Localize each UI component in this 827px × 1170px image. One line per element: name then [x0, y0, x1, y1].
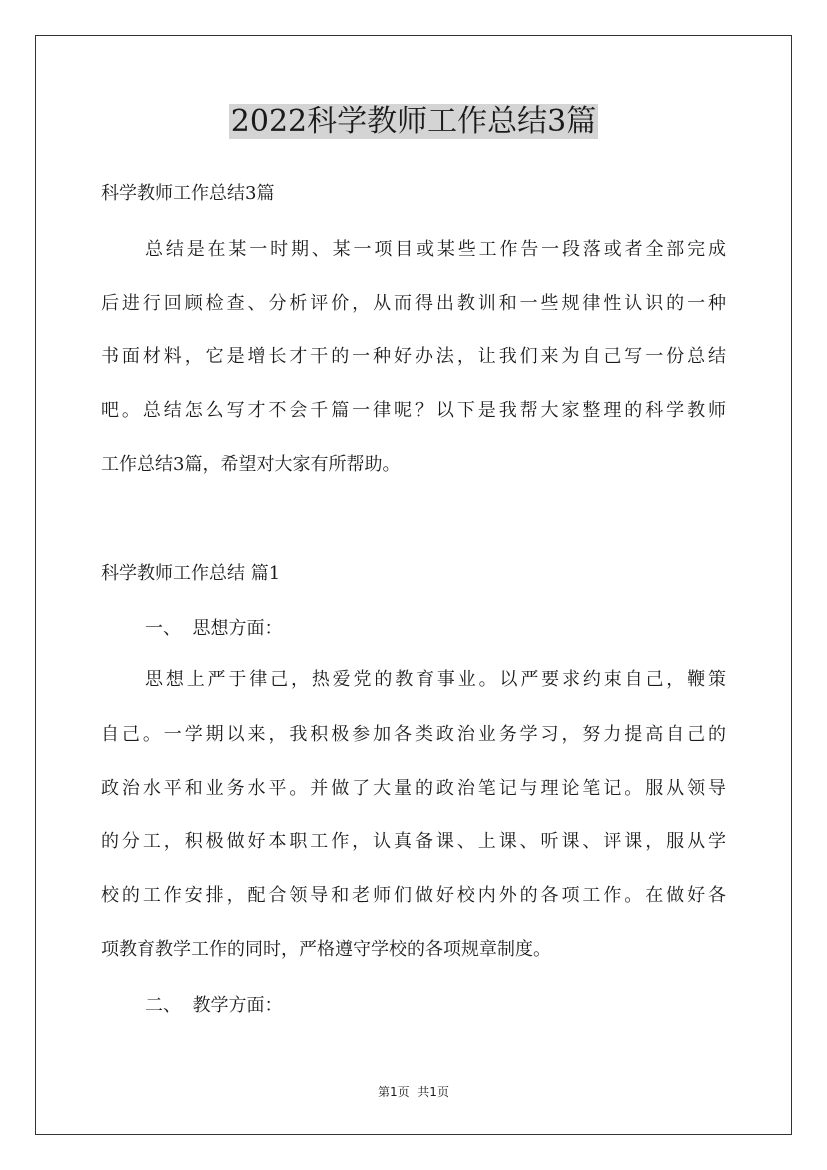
intro-line-3: 书面材料，它是增长才干的一种好办法，让我们来为自己写一份总结 [101, 346, 726, 367]
document-title-text: 2022科学教师工作总结3篇 [230, 104, 597, 139]
sub1-line-1: 思想上严于律己，热爱党的教育事业。以严要求约束自己，鞭策 [145, 669, 726, 690]
intro-line-4: 吧。总结怎么写才不会千篇一律呢？以下是我帮大家整理的科学教师 [101, 400, 726, 421]
page-number-footer: 第1页 共1页 [378, 1085, 449, 1099]
intro-line-2: 后进行回顾检查、分析评价，从而得出教训和一些规律性认识的一种 [101, 293, 726, 314]
document-title [0, 100, 827, 144]
sub1-line-5: 校的工作安排，配合领导和老师们做好校内外的各项工作。在做好各 [101, 885, 726, 906]
sub1-line-4: 的分工，积极做好本职工作，认真备课、上课、听课、评课，服从学 [101, 831, 726, 852]
sub1-heading: 一、 思想方面： [145, 618, 283, 639]
intro-line-1: 总结是在某一时期、某一项目或某些工作告一段落或者全部完成 [145, 239, 726, 260]
sub1-line-3: 政治水平和业务水平。并做了大量的政治笔记与理论笔记。服从领导 [101, 778, 726, 799]
intro-line-5: 工作总结3篇，希望对大家有所帮助。 [101, 454, 401, 475]
sub1-line-2: 自己。一学期以来，我积极参加各类政治业务学习，努力提高自己的 [101, 724, 726, 745]
sub2-heading: 二、 教学方面： [145, 995, 283, 1016]
subtitle: 科学教师工作总结3篇 [101, 183, 275, 204]
section1-heading: 科学教师工作总结 篇1 [101, 563, 281, 584]
sub1-line-6: 项教育教学工作的同时，严格遵守学校的各项规章制度。 [101, 939, 551, 960]
